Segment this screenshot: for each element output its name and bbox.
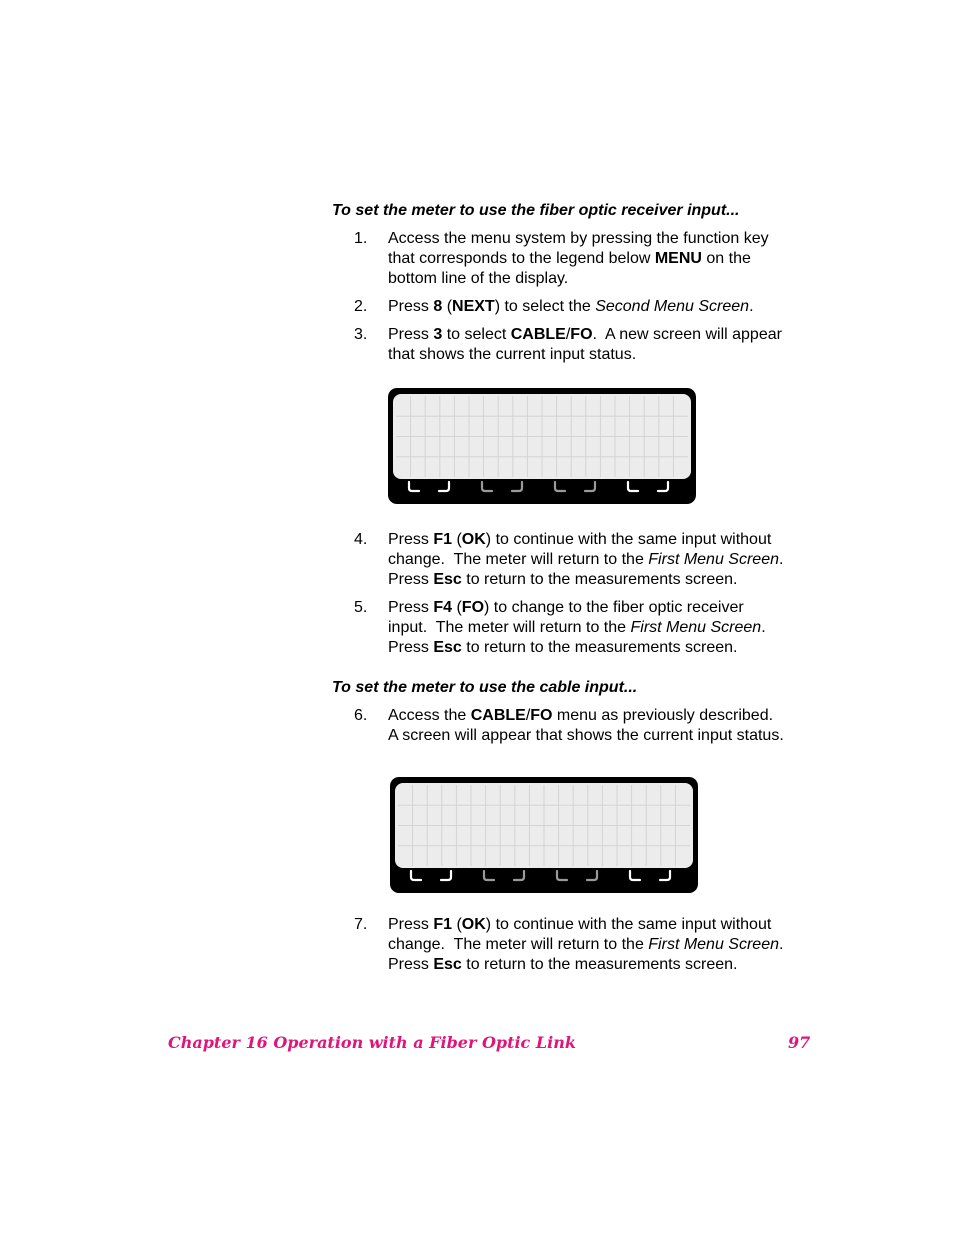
text-run: F4: [433, 599, 453, 616]
step-4: [354, 530, 834, 590]
text-run: to return to the measurements screen.: [461, 571, 738, 588]
text-run: (: [442, 298, 453, 315]
text-run: input. The meter will return to the: [388, 619, 631, 636]
step-line: [388, 955, 838, 975]
text-run: (: [452, 531, 462, 548]
step-line: [388, 598, 838, 618]
text-run: bottom line of the display.: [388, 270, 569, 287]
heading-fiber-optic: To set the meter to use the fiber optic receiver input...: [332, 202, 740, 219]
step-3: [354, 325, 834, 365]
text-run: .: [749, 298, 754, 315]
text-run: Press: [388, 639, 434, 656]
step-text: [388, 325, 838, 365]
text-run: menu as previously described.: [552, 707, 774, 724]
text-run: on the: [701, 250, 751, 267]
text-run: ) to change to the fiber optic receiver: [484, 599, 744, 616]
lcd-character-grid: [396, 396, 688, 477]
step-number: 2.: [354, 298, 368, 315]
step-number: 7.: [354, 916, 368, 933]
text-run: First Menu Screen: [648, 551, 779, 568]
text-run: FO: [530, 707, 553, 724]
text-run: F1: [433, 916, 453, 933]
step-text: [388, 229, 838, 289]
text-run: to return to the measurements screen.: [461, 956, 738, 973]
step-text: [388, 297, 838, 317]
step-line: [388, 325, 838, 345]
text-run: First Menu Screen: [648, 936, 779, 953]
lcd-display-fiber: [387, 387, 697, 505]
text-run: .: [779, 551, 784, 568]
step-text: [388, 915, 838, 975]
text-run: OK: [461, 531, 486, 548]
step-line: [388, 550, 838, 570]
lcd-character-grid: [398, 785, 690, 866]
text-run: Esc: [433, 571, 462, 588]
text-run: change. The meter will return to the: [388, 936, 649, 953]
text-run: Press: [388, 531, 434, 548]
text-run: change. The meter will return to the: [388, 551, 649, 568]
footer-chapter-title: Chapter 16 Operation with a Fiber Optic Link: [168, 1033, 576, 1052]
step-number: 3.: [354, 326, 368, 343]
step-text: [388, 530, 838, 590]
step-number: 5.: [354, 599, 368, 616]
text-run: to select: [442, 326, 511, 343]
text-run: Esc: [433, 639, 462, 656]
text-run: F1: [433, 531, 453, 548]
step-7: [354, 915, 834, 975]
text-run: .: [761, 619, 766, 636]
step-line: [388, 915, 838, 935]
step-number: 4.: [354, 531, 368, 548]
heading-cable: To set the meter to use the cable input...: [332, 679, 638, 696]
text-run: Press: [388, 326, 434, 343]
text-run: (: [452, 916, 462, 933]
step-6: [354, 706, 834, 746]
step-line: [388, 726, 838, 746]
text-run: Access the: [388, 707, 471, 724]
text-run: Press: [388, 916, 434, 933]
text-run: to return to the measurements screen.: [461, 639, 738, 656]
step-line: [388, 249, 838, 269]
footer-page-number: 97: [788, 1033, 811, 1052]
step-line: [388, 638, 838, 658]
lcd-display-cable: [389, 776, 699, 894]
text-run: .: [779, 936, 784, 953]
text-run: Press: [388, 571, 434, 588]
step-line: [388, 229, 838, 249]
step-text: [388, 706, 838, 746]
text-run: Access the menu system by pressing the function key: [388, 230, 769, 247]
step-line: [388, 570, 838, 590]
step-line: [388, 706, 838, 726]
step-line: [388, 618, 838, 638]
step-1: [354, 229, 834, 289]
text-run: /: [565, 326, 571, 343]
text-run: Press: [388, 956, 434, 973]
text-run: Press: [388, 599, 434, 616]
text-run: that shows the current input status.: [388, 346, 637, 363]
step-number: 1.: [354, 230, 368, 247]
text-run: First Menu Screen: [630, 619, 762, 636]
text-run: CABLE: [510, 326, 566, 343]
step-number: 6.: [354, 707, 368, 724]
text-run: (: [452, 599, 462, 616]
text-run: OK: [461, 916, 486, 933]
text-run: 8: [433, 298, 443, 315]
step-line: [388, 530, 838, 550]
step-line: [388, 935, 838, 955]
text-run: FO: [570, 326, 593, 343]
text-run: MENU: [654, 250, 702, 267]
step-2: [354, 297, 834, 317]
text-run: CABLE: [470, 707, 526, 724]
text-run: ) to continue with the same input without: [485, 916, 772, 933]
step-text: [388, 598, 838, 658]
text-run: /: [525, 707, 531, 724]
text-run: that corresponds to the legend below: [388, 250, 655, 267]
text-run: ) to select the: [494, 298, 596, 315]
step-5: [354, 598, 834, 658]
text-run: ) to continue with the same input without: [485, 531, 772, 548]
text-run: NEXT: [452, 298, 495, 315]
text-run: A screen will appear that shows the current input status.: [388, 727, 784, 744]
step-line: [388, 297, 838, 317]
text-run: Press: [388, 298, 434, 315]
step-line: [388, 345, 838, 365]
text-run: Esc: [433, 956, 462, 973]
text-run: FO: [461, 599, 485, 616]
text-run: Second Menu Screen: [595, 298, 750, 315]
text-run: . A new screen will appear: [592, 326, 782, 343]
step-line: [388, 269, 838, 289]
text-run: 3: [433, 326, 443, 343]
